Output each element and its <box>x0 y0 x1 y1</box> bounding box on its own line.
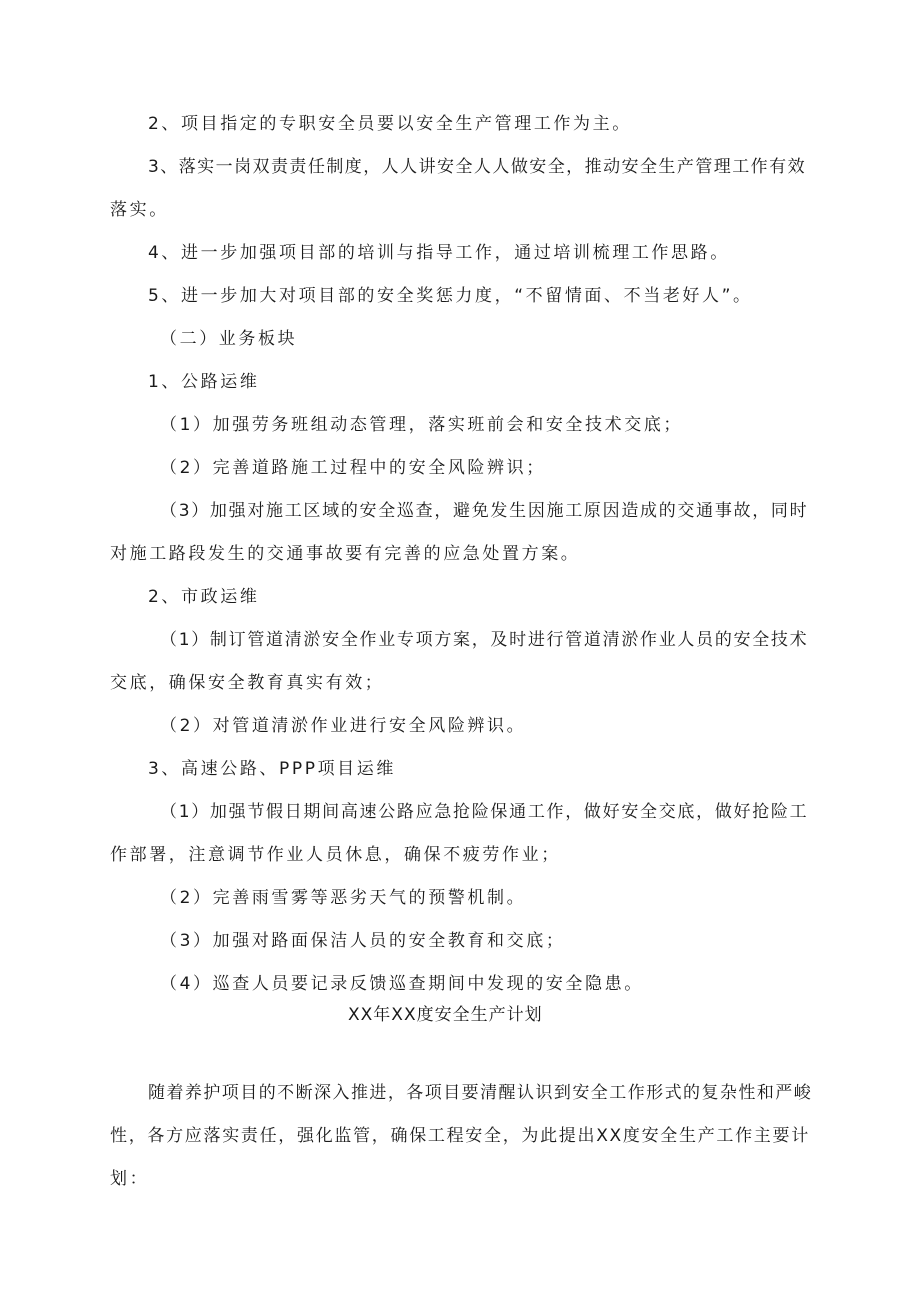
item-5: 5、进一步加大对项目部的安全奖惩力度，“不留情面、不当老好人”。 <box>148 286 753 306</box>
intro-line-2: 性，各方应落实责任，强化监管，确保工程安全，为此提出XX度安全生产工作主要计 <box>110 1126 810 1146</box>
expressway-item-2: （2）完善雨雪雾等恶劣天气的预警机制。 <box>160 888 527 908</box>
section-heading-business: （二）业务板块 <box>160 329 298 349</box>
municipal-item-1-line-2: 交底，确保安全教育真实有效； <box>110 673 385 693</box>
item-3-line-1: 3、落实一岗双责责任制度，人人讲安全人人做安全，推动安全生产管理工作有效 <box>148 157 807 177</box>
intro-line-3: 划： <box>110 1169 150 1189</box>
expressway-item-3: （3）加强对路面保洁人员的安全教育和交底； <box>160 931 566 951</box>
expressway-item-1-line-1: （1）加强节假日期间高速公路应急抢险保通工作，做好安全交底，做好抢险工 <box>160 802 809 822</box>
plan-title: XX年XX度安全生产计划 <box>348 1005 543 1025</box>
subsection-highway-maintenance: 1、公路运维 <box>148 372 260 392</box>
expressway-item-1-line-2: 作部署，注意调节作业人员休息，确保不疲劳作业； <box>110 845 561 865</box>
item-2: 2、项目指定的专职安全员要以安全生产管理工作为主。 <box>148 114 632 134</box>
subsection-municipal-maintenance: 2、市政运维 <box>148 587 260 607</box>
subsection-expressway-ppp: 3、高速公路、PPP项目运维 <box>148 759 396 779</box>
highway-item-3-line-2: 对施工路段发生的交通事故要有完善的应急处置方案。 <box>110 544 581 564</box>
intro-line-1: 随着养护项目的不断深入推进，各项目要清醒认识到安全工作形式的复杂性和严峻 <box>148 1083 813 1103</box>
item-3-line-2: 落实。 <box>110 200 169 220</box>
municipal-item-2: （2）对管道清淤作业进行安全风险辨识。 <box>160 716 527 736</box>
highway-item-2: （2）完善道路施工过程中的安全风险辨识； <box>160 458 546 478</box>
highway-item-3-line-1: （3）加强对施工区域的安全巡查，避免发生因施工原因造成的交通事故，同时 <box>160 501 809 521</box>
item-4: 4、进一步加强项目部的培训与指导工作，通过培训梳理工作思路。 <box>148 243 730 263</box>
expressway-item-4: （4）巡查人员要记录反馈巡查期间中发现的安全隐患。 <box>160 974 644 994</box>
municipal-item-1-line-1: （1）制订管道清淤安全作业专项方案，及时进行管道清淤作业人员的安全技术 <box>160 630 809 650</box>
highway-item-1: （1）加强劳务班组动态管理，落实班前会和安全技术交底； <box>160 415 684 435</box>
